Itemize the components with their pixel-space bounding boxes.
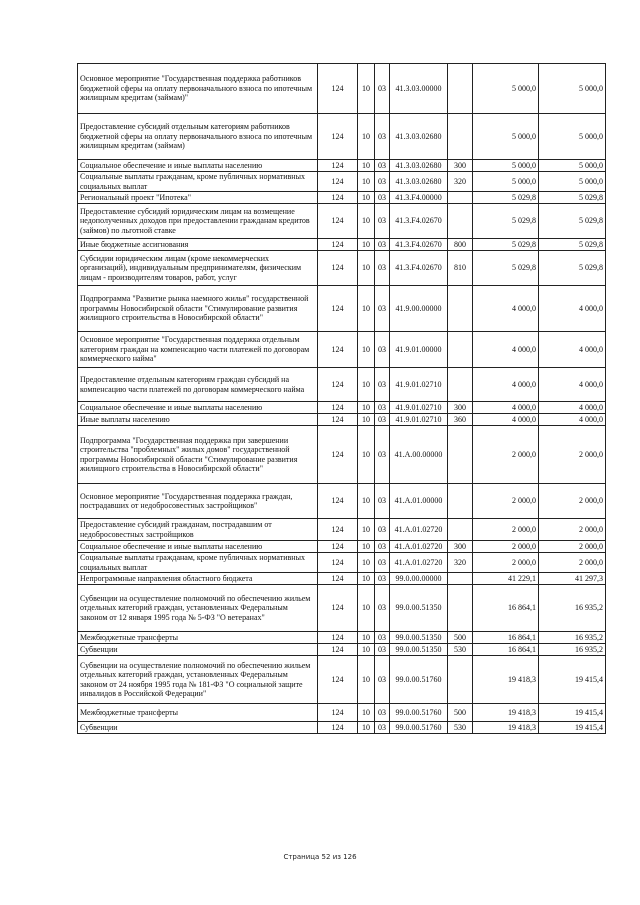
row-expense-type — [448, 64, 473, 114]
row-subsection: 03 — [375, 484, 390, 519]
row-grbs: 124 — [318, 114, 358, 160]
row-section: 10 — [358, 64, 375, 114]
row-name: Социальное обеспечение и иные выплаты населению — [78, 160, 318, 172]
row-expense-type — [448, 519, 473, 541]
row-grbs: 124 — [318, 368, 358, 402]
row-target-article: 41.3.03.02680 — [390, 114, 448, 160]
row-section: 10 — [358, 114, 375, 160]
row-grbs: 124 — [318, 484, 358, 519]
row-expense-type: 810 — [448, 251, 473, 286]
row-expense-type — [448, 286, 473, 332]
row-section: 10 — [358, 239, 375, 251]
table-row — [78, 172, 606, 192]
row-amount-year1: 5 000,0 — [473, 160, 539, 172]
row-expense-type: 500 — [448, 704, 473, 722]
table-row — [78, 573, 606, 585]
row-name: Подпрограмма "Государственная поддержка при завершении строительства "проблемных" жилых домов" государственной программы Новосибирской области "Стимулирование развития жилищного строительства в Новосибирской области" — [78, 426, 318, 484]
table-row — [78, 192, 606, 204]
row-section: 10 — [358, 160, 375, 172]
row-expense-type: 500 — [448, 632, 473, 644]
row-target-article: 99.0.00.51760 — [390, 722, 448, 734]
row-amount-year1: 19 418,3 — [473, 656, 539, 704]
table-row — [78, 519, 606, 541]
row-subsection: 03 — [375, 722, 390, 734]
row-amount-year2: 4 000,0 — [539, 332, 606, 368]
row-subsection: 03 — [375, 426, 390, 484]
row-subsection: 03 — [375, 172, 390, 192]
row-expense-type: 530 — [448, 722, 473, 734]
row-amount-year1: 5 000,0 — [473, 172, 539, 192]
row-section: 10 — [358, 553, 375, 573]
row-grbs: 124 — [318, 160, 358, 172]
table-row — [78, 64, 606, 114]
row-name: Социальное обеспечение и иные выплаты населению — [78, 402, 318, 414]
row-section: 10 — [358, 251, 375, 286]
row-amount-year2: 2 000,0 — [539, 426, 606, 484]
row-target-article: 41.3.03.02680 — [390, 160, 448, 172]
row-target-article: 41.А.01.02720 — [390, 553, 448, 573]
table-row — [78, 585, 606, 632]
row-subsection: 03 — [375, 332, 390, 368]
table-row — [78, 541, 606, 553]
row-target-article: 41.9.01.02710 — [390, 414, 448, 426]
row-subsection: 03 — [375, 414, 390, 426]
row-name: Предоставление субсидий гражданам, пострадавшим от недобросовестных застройщиков — [78, 519, 318, 541]
row-name: Предоставление субсидий юридическим лицам на возмещение недополученных доходов при предоставлении гражданам кредитов (займов) по льготной ставке — [78, 204, 318, 239]
row-expense-type — [448, 204, 473, 239]
row-amount-year1: 5 000,0 — [473, 114, 539, 160]
row-expense-type — [448, 656, 473, 704]
table-row — [78, 332, 606, 368]
row-target-article: 41.3.F4.02670 — [390, 239, 448, 251]
row-name: Иные бюджетные ассигнования — [78, 239, 318, 251]
row-target-article: 41.А.01.02720 — [390, 541, 448, 553]
row-name: Субвенции на осуществление полномочий по обеспечению жильем отдельных категорий граждан, установленных Федеральным законом от 24 ноября 1995 года № 181-ФЗ "О социальной защите инвалидов в Российской Федерации" — [78, 656, 318, 704]
row-grbs: 124 — [318, 426, 358, 484]
row-amount-year2: 4 000,0 — [539, 368, 606, 402]
row-amount-year2: 4 000,0 — [539, 402, 606, 414]
row-target-article: 41.А.01.00000 — [390, 484, 448, 519]
row-amount-year2: 2 000,0 — [539, 484, 606, 519]
table-row — [78, 632, 606, 644]
row-amount-year1: 19 418,3 — [473, 722, 539, 734]
row-target-article: 41.3.03.00000 — [390, 64, 448, 114]
row-amount-year2: 5 000,0 — [539, 64, 606, 114]
row-amount-year1: 2 000,0 — [473, 519, 539, 541]
row-expense-type — [448, 192, 473, 204]
row-subsection: 03 — [375, 368, 390, 402]
row-target-article: 99.0.00.51350 — [390, 585, 448, 632]
row-subsection: 03 — [375, 114, 390, 160]
row-target-article: 41.3.03.02680 — [390, 172, 448, 192]
row-amount-year1: 5 029,8 — [473, 204, 539, 239]
row-amount-year2: 41 297,3 — [539, 573, 606, 585]
table-row — [78, 644, 606, 656]
row-grbs: 124 — [318, 553, 358, 573]
row-target-article: 99.0.00.51760 — [390, 704, 448, 722]
row-amount-year2: 16 935,2 — [539, 585, 606, 632]
row-grbs: 124 — [318, 332, 358, 368]
row-amount-year1: 2 000,0 — [473, 426, 539, 484]
row-grbs: 124 — [318, 402, 358, 414]
row-subsection: 03 — [375, 632, 390, 644]
row-grbs: 124 — [318, 541, 358, 553]
row-expense-type — [448, 573, 473, 585]
row-subsection: 03 — [375, 402, 390, 414]
row-amount-year1: 5 000,0 — [473, 64, 539, 114]
row-name: Межбюджетные трансферты — [78, 632, 318, 644]
row-grbs: 124 — [318, 632, 358, 644]
row-amount-year2: 5 000,0 — [539, 160, 606, 172]
row-target-article: 41.9.01.02710 — [390, 402, 448, 414]
row-grbs: 124 — [318, 286, 358, 332]
row-amount-year2: 4 000,0 — [539, 286, 606, 332]
row-subsection: 03 — [375, 573, 390, 585]
row-section: 10 — [358, 541, 375, 553]
row-amount-year1: 2 000,0 — [473, 541, 539, 553]
row-amount-year2: 4 000,0 — [539, 414, 606, 426]
row-amount-year1: 2 000,0 — [473, 484, 539, 519]
row-amount-year2: 5 029,8 — [539, 204, 606, 239]
row-expense-type: 800 — [448, 239, 473, 251]
row-amount-year1: 4 000,0 — [473, 332, 539, 368]
row-subsection: 03 — [375, 585, 390, 632]
row-subsection: 03 — [375, 704, 390, 722]
row-expense-type — [448, 484, 473, 519]
row-name: Основное мероприятие "Государственная поддержка граждан, пострадавших от недобросовестных застройщиков" — [78, 484, 318, 519]
row-grbs: 124 — [318, 519, 358, 541]
row-amount-year2: 5 029,8 — [539, 192, 606, 204]
table-row — [78, 286, 606, 332]
row-amount-year2: 2 000,0 — [539, 553, 606, 573]
row-name: Основное мероприятие "Государственная поддержка работников бюджетной сферы на оплату первоначального взноса по ипотечным жилищным кредитам (займам)" — [78, 64, 318, 114]
table-row — [78, 426, 606, 484]
page-number: Страница 52 из 126 — [283, 853, 357, 861]
row-amount-year2: 16 935,2 — [539, 644, 606, 656]
row-expense-type — [448, 332, 473, 368]
row-section: 10 — [358, 722, 375, 734]
table-row — [78, 553, 606, 573]
row-section: 10 — [358, 172, 375, 192]
row-subsection: 03 — [375, 64, 390, 114]
row-subsection: 03 — [375, 192, 390, 204]
row-amount-year2: 2 000,0 — [539, 541, 606, 553]
row-section: 10 — [358, 426, 375, 484]
row-amount-year2: 5 000,0 — [539, 172, 606, 192]
row-expense-type — [448, 368, 473, 402]
row-amount-year1: 4 000,0 — [473, 414, 539, 426]
row-amount-year1: 19 418,3 — [473, 704, 539, 722]
row-name: Иные выплаты населению — [78, 414, 318, 426]
table-row — [78, 414, 606, 426]
row-grbs: 124 — [318, 239, 358, 251]
row-section: 10 — [358, 192, 375, 204]
row-name: Субвенции — [78, 644, 318, 656]
table-row — [78, 160, 606, 172]
row-section: 10 — [358, 519, 375, 541]
budget-table — [77, 63, 606, 734]
row-amount-year1: 16 864,1 — [473, 585, 539, 632]
row-grbs: 124 — [318, 704, 358, 722]
row-amount-year2: 2 000,0 — [539, 519, 606, 541]
table-row — [78, 204, 606, 239]
row-section: 10 — [358, 644, 375, 656]
row-amount-year1: 4 000,0 — [473, 368, 539, 402]
row-amount-year2: 19 415,4 — [539, 656, 606, 704]
row-subsection: 03 — [375, 553, 390, 573]
row-section: 10 — [358, 368, 375, 402]
row-target-article: 41.3.F4.02670 — [390, 204, 448, 239]
table-row — [78, 251, 606, 286]
row-target-article: 99.0.00.51350 — [390, 632, 448, 644]
row-amount-year1: 4 000,0 — [473, 286, 539, 332]
row-grbs: 124 — [318, 722, 358, 734]
table-row — [78, 368, 606, 402]
row-amount-year1: 16 864,1 — [473, 644, 539, 656]
row-amount-year2: 19 415,4 — [539, 722, 606, 734]
row-amount-year1: 4 000,0 — [473, 402, 539, 414]
table-row — [78, 402, 606, 414]
table-row — [78, 484, 606, 519]
row-name: Межбюджетные трансферты — [78, 704, 318, 722]
row-grbs: 124 — [318, 192, 358, 204]
row-expense-type: 320 — [448, 172, 473, 192]
row-section: 10 — [358, 204, 375, 239]
row-amount-year2: 16 935,2 — [539, 632, 606, 644]
row-expense-type: 300 — [448, 541, 473, 553]
row-section: 10 — [358, 585, 375, 632]
row-expense-type: 300 — [448, 160, 473, 172]
row-section: 10 — [358, 402, 375, 414]
row-grbs: 124 — [318, 204, 358, 239]
row-subsection: 03 — [375, 541, 390, 553]
row-grbs: 124 — [318, 644, 358, 656]
table-row — [78, 239, 606, 251]
row-section: 10 — [358, 286, 375, 332]
row-amount-year2: 5 000,0 — [539, 114, 606, 160]
row-amount-year2: 5 029,8 — [539, 251, 606, 286]
row-amount-year1: 5 029,8 — [473, 239, 539, 251]
row-name: Социальное обеспечение и иные выплаты населению — [78, 541, 318, 553]
row-amount-year1: 16 864,1 — [473, 632, 539, 644]
row-section: 10 — [358, 414, 375, 426]
table-row — [78, 656, 606, 704]
row-expense-type: 300 — [448, 402, 473, 414]
row-name: Субсидии юридическим лицам (кроме некоммерческих организаций), индивидуальным предпринимателям, физическим лицам - производителям товаров, работ, услуг — [78, 251, 318, 286]
row-amount-year1: 2 000,0 — [473, 553, 539, 573]
row-expense-type — [448, 114, 473, 160]
row-name: Социальные выплаты гражданам, кроме публичных нормативных социальных выплат — [78, 553, 318, 573]
row-target-article: 99.0.00.51760 — [390, 656, 448, 704]
row-name: Подпрограмма "Развитие рынка наемного жилья" государственной программы Новосибирской области "Стимулирование развития жилищного строительства в Новосибирской области" — [78, 286, 318, 332]
row-grbs: 124 — [318, 573, 358, 585]
row-grbs: 124 — [318, 414, 358, 426]
row-target-article: 99.0.00.00000 — [390, 573, 448, 585]
row-target-article: 41.9.01.00000 — [390, 332, 448, 368]
row-name: Непрограммные направления областного бюджета — [78, 573, 318, 585]
row-name: Основное мероприятие "Государственная поддержка отдельным категориям граждан на компенсацию части платежей по договорам коммерческого найма" — [78, 332, 318, 368]
row-grbs: 124 — [318, 251, 358, 286]
row-target-article: 41.9.00.00000 — [390, 286, 448, 332]
row-grbs: 124 — [318, 585, 358, 632]
row-subsection: 03 — [375, 644, 390, 656]
row-expense-type: 360 — [448, 414, 473, 426]
row-amount-year2: 5 029,8 — [539, 239, 606, 251]
row-target-article: 41.А.00.00000 — [390, 426, 448, 484]
table-row — [78, 114, 606, 160]
row-expense-type — [448, 585, 473, 632]
row-amount-year1: 5 029,8 — [473, 251, 539, 286]
row-expense-type — [448, 426, 473, 484]
row-subsection: 03 — [375, 239, 390, 251]
row-expense-type: 530 — [448, 644, 473, 656]
row-section: 10 — [358, 573, 375, 585]
row-name: Предоставление субсидий отдельным категориям работников бюджетной сферы на оплату первоначального взноса по ипотечным жилищным кредитам (займам) — [78, 114, 318, 160]
row-target-article: 41.3.F4.00000 — [390, 192, 448, 204]
row-section: 10 — [358, 332, 375, 368]
table-row — [78, 704, 606, 722]
row-subsection: 03 — [375, 519, 390, 541]
row-name: Региональный проект "Ипотека" — [78, 192, 318, 204]
row-section: 10 — [358, 632, 375, 644]
row-section: 10 — [358, 656, 375, 704]
row-target-article: 41.9.01.02710 — [390, 368, 448, 402]
row-section: 10 — [358, 704, 375, 722]
row-grbs: 124 — [318, 656, 358, 704]
row-subsection: 03 — [375, 656, 390, 704]
row-grbs: 124 — [318, 172, 358, 192]
row-amount-year1: 41 229,1 — [473, 573, 539, 585]
row-subsection: 03 — [375, 251, 390, 286]
row-target-article: 99.0.00.51350 — [390, 644, 448, 656]
row-amount-year2: 19 415,4 — [539, 704, 606, 722]
row-grbs: 124 — [318, 64, 358, 114]
row-subsection: 03 — [375, 160, 390, 172]
row-target-article: 41.3.F4.02670 — [390, 251, 448, 286]
row-subsection: 03 — [375, 286, 390, 332]
row-amount-year1: 5 029,8 — [473, 192, 539, 204]
table-row — [78, 722, 606, 734]
row-expense-type: 320 — [448, 553, 473, 573]
row-subsection: 03 — [375, 204, 390, 239]
row-name: Предоставление отдельным категориям граждан субсидий на компенсацию части платежей по договорам коммерческого найма — [78, 368, 318, 402]
row-name: Субвенции на осуществление полномочий по обеспечению жильем отдельных категорий граждан, установленных Федеральным законом от 12 января 1995 года № 5-ФЗ "О ветеранах" — [78, 585, 318, 632]
row-name: Социальные выплаты гражданам, кроме публичных нормативных социальных выплат — [78, 172, 318, 192]
row-section: 10 — [358, 484, 375, 519]
row-name: Субвенции — [78, 722, 318, 734]
row-target-article: 41.А.01.02720 — [390, 519, 448, 541]
